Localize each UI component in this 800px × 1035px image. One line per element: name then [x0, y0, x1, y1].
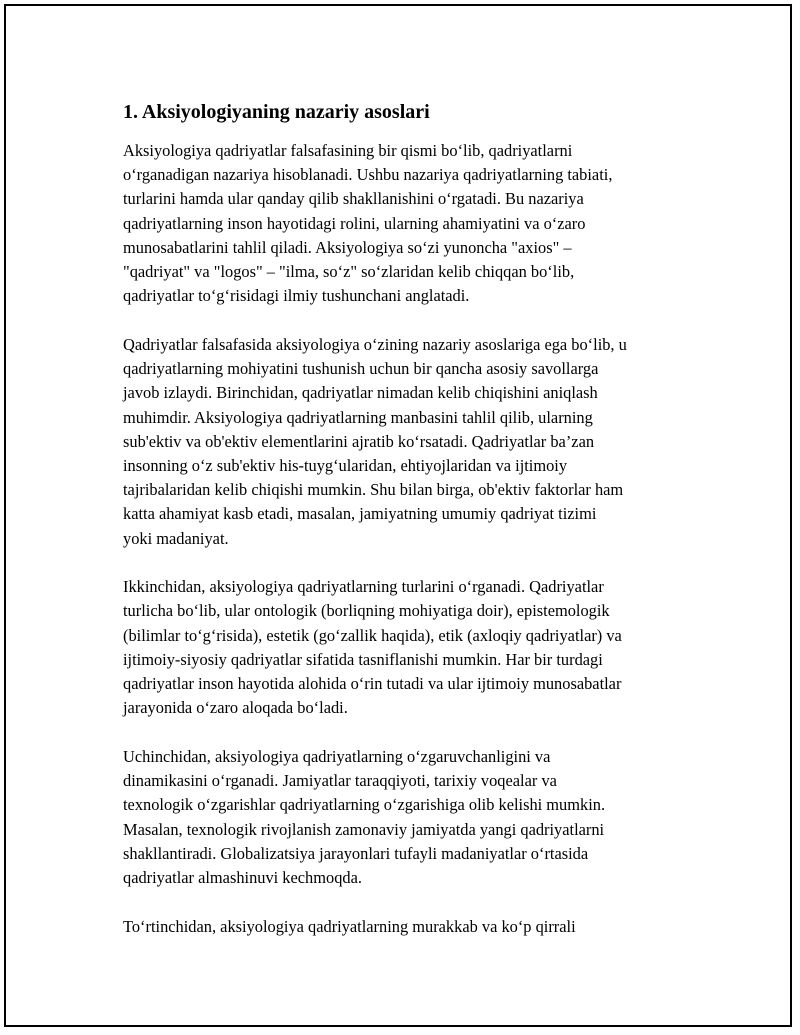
text-line: (bilimlar to‘g‘risida), estetik (go‘zallik haqida), etik (axloqiy qadriyatlar) va: [123, 625, 622, 645]
page-frame: [4, 4, 792, 1027]
text-line: qadriyatlar to‘g‘risidagi ilmiy tushunchani anglatadi.: [123, 286, 470, 306]
section-heading: 1. Aksiyologiyaning nazariy asoslari: [123, 101, 430, 123]
text-line: ijtimoiy-siyosiy qadriyatlar sifatida tasniflanishi mumkin. Har bir turdagi: [123, 649, 603, 669]
text-line: yoki madaniyat.: [123, 528, 229, 548]
text-line: o‘rganadigan nazariya hisoblanadi. Ushbu nazariya qadriyatlarning tabiati,: [123, 165, 613, 185]
paragraph: [123, 575, 703, 720]
text-line: tajribalaridan kelib chiqishi mumkin. Shu bilan birga, ob'ektiv faktorlar ham: [123, 480, 624, 500]
text-line: dinamikasini o‘rganadi. Jamiyatlar taraqqiyoti, tarixiy voqealar va: [123, 771, 557, 791]
text-line: qadriyatlarning mohiyatini tushunish uchun bir qancha asosiy savollarga: [123, 359, 599, 379]
text-line: texnologik o‘zgarishlar qadriyatlarning o‘zgarishiga olib kelishi mumkin.: [123, 795, 606, 815]
text-line: "qadriyat" va "logos" – "ilma, so‘z" so‘zlaridan kelib chiqqan bo‘lib,: [123, 262, 575, 282]
text-line: jarayonida o‘zaro aloqada bo‘ladi.: [123, 698, 348, 718]
text-line: shakllantiradi. Globalizatsiya jarayonlari tufayli madaniyatlar o‘rtasida: [123, 843, 589, 863]
text-line: munosabatlarini tahlil qiladi. Aksiyologiya so‘zi yunoncha "axios" –: [123, 237, 572, 257]
text-line: katta ahamiyat kasb etadi, masalan, jamiyatning umumiy qadriyat tizimi: [123, 504, 597, 524]
text-line: To‘rtinchidan, aksiyologiya qadriyatlarning murakkab va ko‘p qirrali: [123, 916, 576, 936]
text-line: qadriyatlarning inson hayotidagi rolini, ularning ahamiyatini va o‘zaro: [123, 213, 586, 233]
text-line: qadriyatlar almashinuvi kechmoqda.: [123, 867, 362, 887]
paragraph-list: [123, 139, 703, 939]
text-line: Uchinchidan, aksiyologiya qadriyatlarning o‘zgaruvchanligini va: [123, 746, 551, 766]
text-line: turlarini hamda ular qanday qilib shakllanishini o‘rgatadi. Bu nazariya: [123, 189, 584, 209]
paragraph: [123, 745, 703, 890]
text-line: muhimdir. Aksiyologiya qadriyatlarning manbasini tahlil qilib, ularning: [123, 407, 593, 427]
text-line: sub'ektiv va ob'ektiv elementlarini ajratib ko‘rsatadi. Qadriyatlar ba’zan: [123, 431, 595, 451]
text-line: javob izlaydi. Birinchidan, qadriyatlar nimadan kelib chiqishini aniqlash: [123, 383, 598, 403]
text-line: Ikkinchidan, aksiyologiya qadriyatlarning turlarini o‘rganadi. Qadriyatlar: [123, 577, 604, 597]
document-body: [123, 99, 703, 963]
paragraph: [123, 915, 703, 939]
paragraph: [123, 333, 703, 551]
text-line: qadriyatlar inson hayotida alohida o‘rin tutadi va ular ijtimoiy munosabatlar: [123, 674, 622, 694]
text-line: Masalan, texnologik rivojlanish zamonaviy jamiyatda yangi qadriyatlarni: [123, 819, 605, 839]
text-line: Aksiyologiya qadriyatlar falsafasining bir qismi bo‘lib, qadriyatlarni: [123, 141, 573, 160]
paragraph: [123, 139, 703, 308]
text-line: insonning o‘z sub'ektiv his-tuyg‘ularidan, ehtiyojlaridan va ijtimoiy: [123, 455, 568, 475]
text-line: turlicha bo‘lib, ular ontologik (borliqning mohiyatiga doir), epistemologik: [123, 601, 610, 621]
text-line: Qadriyatlar falsafasida aksiyologiya o‘zining nazariy asoslariga ega bo‘lib, u: [123, 334, 627, 354]
